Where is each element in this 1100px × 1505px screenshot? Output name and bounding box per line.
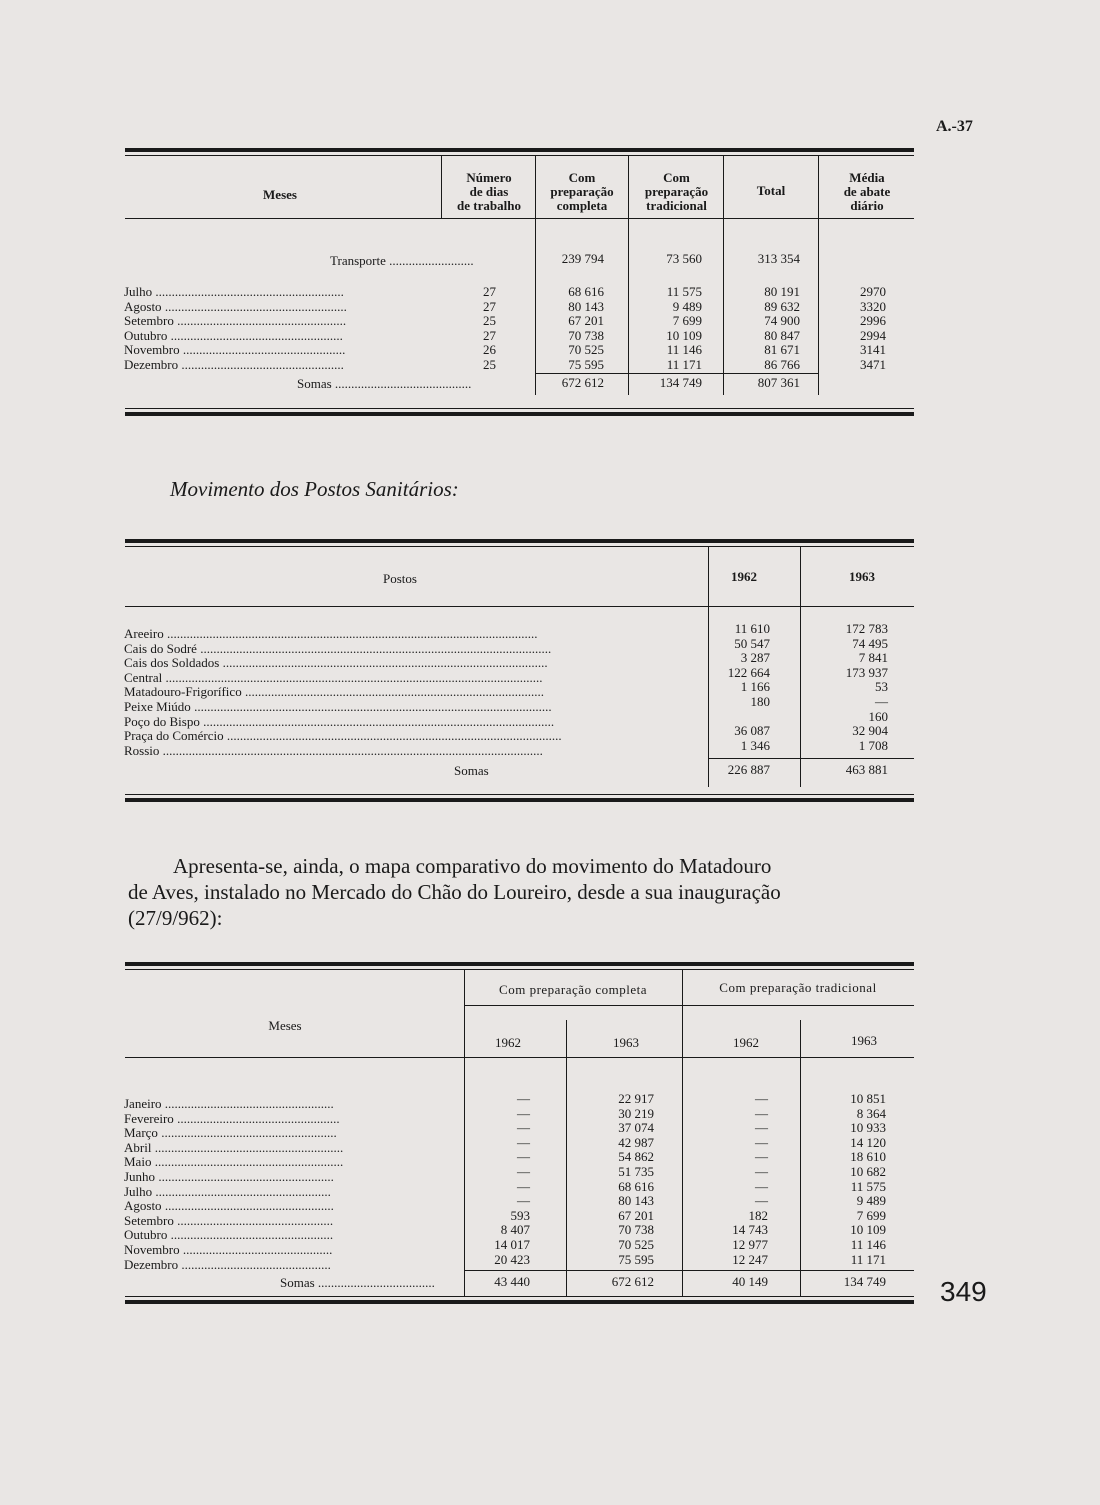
header-bottom-rule bbox=[125, 1057, 914, 1058]
somas-rule bbox=[708, 758, 914, 759]
column-divider bbox=[723, 219, 724, 395]
month-labels: Julho .......................................................... Agosto ........................................................ Setembro .................................................... Outubro ..................................................... Novembro .................................................. Dezembro .................................................. bbox=[124, 285, 347, 372]
header-postos: Postos bbox=[383, 571, 417, 586]
somas-1963: 463 881 bbox=[845, 762, 888, 777]
header-bottom-rule bbox=[125, 218, 914, 219]
header-completa: Com preparação completa bbox=[499, 982, 647, 997]
table-bottom-rule-thin bbox=[125, 408, 914, 409]
table-top-rule bbox=[125, 539, 914, 543]
header-total: Total bbox=[756, 183, 786, 198]
column-c1963: 22 917 30 219 37 074 42 987 54 862 51 735 68 616 80 143 67 201 70 738 70 525 75 595 bbox=[618, 1091, 654, 1267]
table-bottom-rule-thin bbox=[125, 1296, 914, 1297]
column-divider bbox=[441, 156, 442, 218]
transporte-label: Transporte .......................... bbox=[330, 254, 474, 268]
column-1962: 11 610 50 547 3 287 122 664 1 166 180 36 087 1 346 bbox=[727, 621, 770, 753]
column-c1962: — — — — — — — — 593 8 407 14 017 20 423 bbox=[494, 1091, 530, 1267]
section-title: Movimento dos Postos Sanitários: bbox=[170, 477, 459, 501]
column-divider bbox=[464, 970, 465, 1296]
column-divider bbox=[628, 219, 629, 395]
table-bottom-rule bbox=[125, 798, 914, 802]
column-completa: 68 616 80 143 67 201 70 738 70 525 75 595 bbox=[568, 284, 604, 372]
header-meses: Meses bbox=[263, 187, 297, 202]
somas-rule bbox=[464, 1270, 914, 1271]
header-c1963: 1963 bbox=[613, 1035, 639, 1050]
somas-label: Somas .......................................... bbox=[297, 377, 472, 391]
somas-rule bbox=[535, 373, 818, 374]
column-divider bbox=[800, 1020, 801, 1296]
body-paragraph: Apresenta-se, ainda, o mapa comparativo do movimento do Matadouro de Aves, instalado no Mercado do Chão do Loureiro, desde a sua inauguração (27/9/962): bbox=[128, 854, 781, 930]
page-number: 349 bbox=[940, 1276, 987, 1307]
column-1963: 172 783 74 495 7 841 173 937 53 — 160 32 904 1 708 bbox=[845, 621, 888, 753]
column-divider bbox=[818, 156, 819, 218]
somas-tradicional: 134 749 bbox=[659, 375, 702, 390]
header-meses: Meses bbox=[268, 1018, 302, 1033]
somas-1962: 226 887 bbox=[727, 762, 770, 777]
table-top-rule-thin bbox=[125, 155, 914, 156]
header-group-rule bbox=[464, 1005, 914, 1006]
somas-t1962: 40 149 bbox=[732, 1274, 768, 1289]
table-bottom-rule bbox=[125, 1300, 914, 1304]
column-divider bbox=[800, 547, 801, 787]
column-t1962: — — — — — — — — 182 14 743 12 977 12 247 bbox=[732, 1091, 768, 1267]
somas-completa: 672 612 bbox=[561, 375, 604, 390]
column-divider bbox=[628, 156, 629, 218]
somas-t1963: 134 749 bbox=[843, 1274, 886, 1289]
column-total: 80 191 89 632 74 900 80 847 81 671 86 766 bbox=[764, 284, 800, 372]
header-1963: 1963 bbox=[849, 569, 875, 584]
table-top-rule-thin bbox=[125, 969, 914, 970]
transporte-total: 313 354 bbox=[757, 251, 800, 266]
transporte-tradicional: 73 560 bbox=[666, 251, 702, 266]
somas-c1962: 43 440 bbox=[494, 1274, 530, 1289]
column-tradicional: 11 575 9 489 7 699 10 109 11 146 11 171 bbox=[666, 284, 702, 372]
table-top-rule bbox=[125, 962, 914, 966]
header-bottom-rule bbox=[125, 606, 914, 607]
header-1962: 1962 bbox=[731, 569, 757, 584]
posto-labels: Areeiro .................................................................................................................. Cais do Sodré ............................................................................................................ Cais dos Soldados .................................................................................................... Central .................................................................................................................... Matadouro-Frigorífico ............................................................................................ Peixe Miúdo .............................................................................................................. Poço do Bispo ............................................................................................................ Praça do Comércio ....................................................................................................... Rossio ..................................................................................................................... bbox=[124, 627, 562, 758]
somas-label: Somas bbox=[454, 764, 489, 778]
table-bottom-rule bbox=[125, 412, 914, 416]
column-divider bbox=[535, 219, 536, 395]
transporte-completa: 239 794 bbox=[561, 251, 604, 266]
somas-label: Somas .................................... bbox=[280, 1276, 435, 1290]
month-labels: Janeiro .................................................... Fevereiro .................................................. Março ...................................................... Abril .......................................................... Maio .......................................................... Junho ...................................................... Julho ...................................................... Agosto .................................................... Setembro ................................................ Outubro .................................................. Novembro .............................................. Dezembro .............................................. bbox=[124, 1097, 344, 1272]
table-top-rule bbox=[125, 148, 914, 152]
header-dias: Número de dias de trabalho bbox=[457, 170, 521, 213]
header-t1963: 1963 bbox=[851, 1033, 877, 1048]
page-code: A.-37 bbox=[936, 118, 973, 135]
table-bottom-rule-thin bbox=[125, 794, 914, 795]
column-media: 2970 3320 2996 2994 3141 3471 bbox=[860, 284, 886, 372]
somas-c1963: 672 612 bbox=[611, 1274, 654, 1289]
column-t1963: 10 851 8 364 10 933 14 120 18 610 10 682 11 575 9 489 7 699 10 109 11 146 11 171 bbox=[850, 1091, 886, 1267]
header-media: Média de abate diário bbox=[843, 170, 891, 213]
column-divider bbox=[818, 219, 819, 395]
header-c1962: 1962 bbox=[495, 1035, 521, 1050]
column-dias: 27 27 25 27 26 25 bbox=[483, 284, 496, 372]
table-top-rule-thin bbox=[125, 546, 914, 547]
header-t1962: 1962 bbox=[733, 1035, 759, 1050]
header-tradicional: Com preparação tradicional bbox=[644, 170, 709, 213]
column-divider bbox=[566, 1020, 567, 1296]
header-tradicional: Com preparação tradicional bbox=[719, 980, 877, 995]
column-divider bbox=[682, 970, 683, 1296]
header-completa: Com preparação completa bbox=[550, 170, 614, 213]
somas-total: 807 361 bbox=[757, 375, 800, 390]
